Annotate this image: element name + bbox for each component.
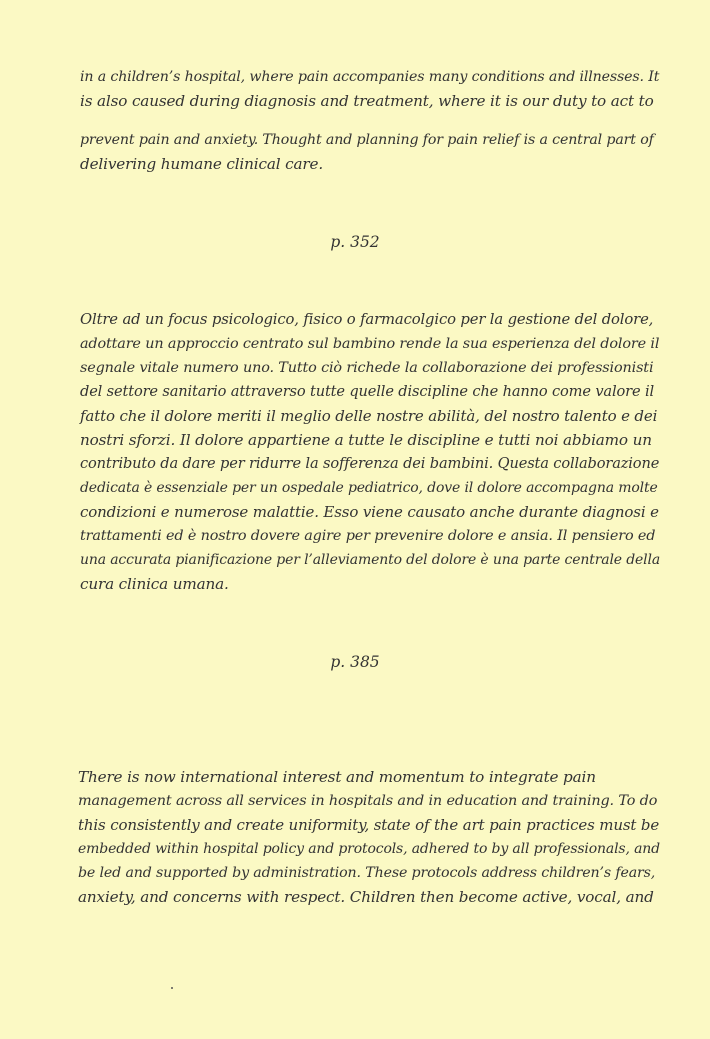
text-line: fatto che il dolore meriti il meglio delle nostre abilità, del nostro talento e dei [80, 407, 658, 425]
text-line: embedded within hospital policy and protocols, adhered to by all professionals, and [78, 841, 660, 857]
text-line: this consistently and create uniformity, state of the art pain practices must be [78, 816, 660, 834]
text-line: segnale vitale numero uno. Tutto ciò richede la collaborazione dei professionisti [80, 360, 654, 376]
page-reference: p. 385 [330, 653, 380, 671]
text-line: dedicata è essenziale per un ospedale pediatrico, dove il dolore accompagna molte [80, 480, 658, 496]
text-line: nostri sforzi. Il dolore appartiene a tutte le discipline e tutti noi abbiamo un [80, 431, 652, 449]
text-line: management across all services in hospitals and in education and training. To do [78, 793, 658, 809]
stray-mark [171, 987, 173, 989]
text-line: Oltre ad un focus psicologico, fisico o farmacolgico per la gestione del dolore, [80, 311, 654, 328]
text-line: una accurata pianificazione per l’alleviamento del dolore è una parte centrale della [80, 552, 661, 568]
text-line: contributo da dare per ridurre la sofferenza dei bambini. Questa collaborazione [80, 455, 660, 472]
text-line: prevent pain and anxiety. Thought and planning for pain relief is a central part of [80, 132, 654, 148]
text-line: delivering humane clinical care. [80, 155, 323, 173]
text-line: anxiety, and concerns with respect. Children then become active, vocal, and [78, 888, 654, 906]
text-line: cura clinica umana. [80, 575, 229, 593]
text-line: trattamenti ed è nostro dovere agire per prevenire dolore e ansia. Il pensiero ed [80, 528, 656, 544]
text-line: del settore sanitario attraverso tutte quelle discipline che hanno come valore il [80, 383, 654, 400]
text-line: condizioni e numerose malattie. Esso viene causato anche durante diagnosi e [80, 503, 659, 521]
text-line: in a children’s hospital, where pain accompanies many conditions and illnesses. It [80, 69, 660, 85]
text-line: adottare un approccio centrato sul bambino rende la sua esperienza del dolore il [80, 336, 660, 352]
page-reference: p. 352 [330, 233, 380, 251]
text-line: be led and supported by administration. These protocols address children’s fears, [78, 865, 656, 881]
text-line: There is now international interest and momentum to integrate pain [78, 768, 596, 786]
text-line: is also caused during diagnosis and treatment, where it is our duty to act to [80, 92, 654, 110]
